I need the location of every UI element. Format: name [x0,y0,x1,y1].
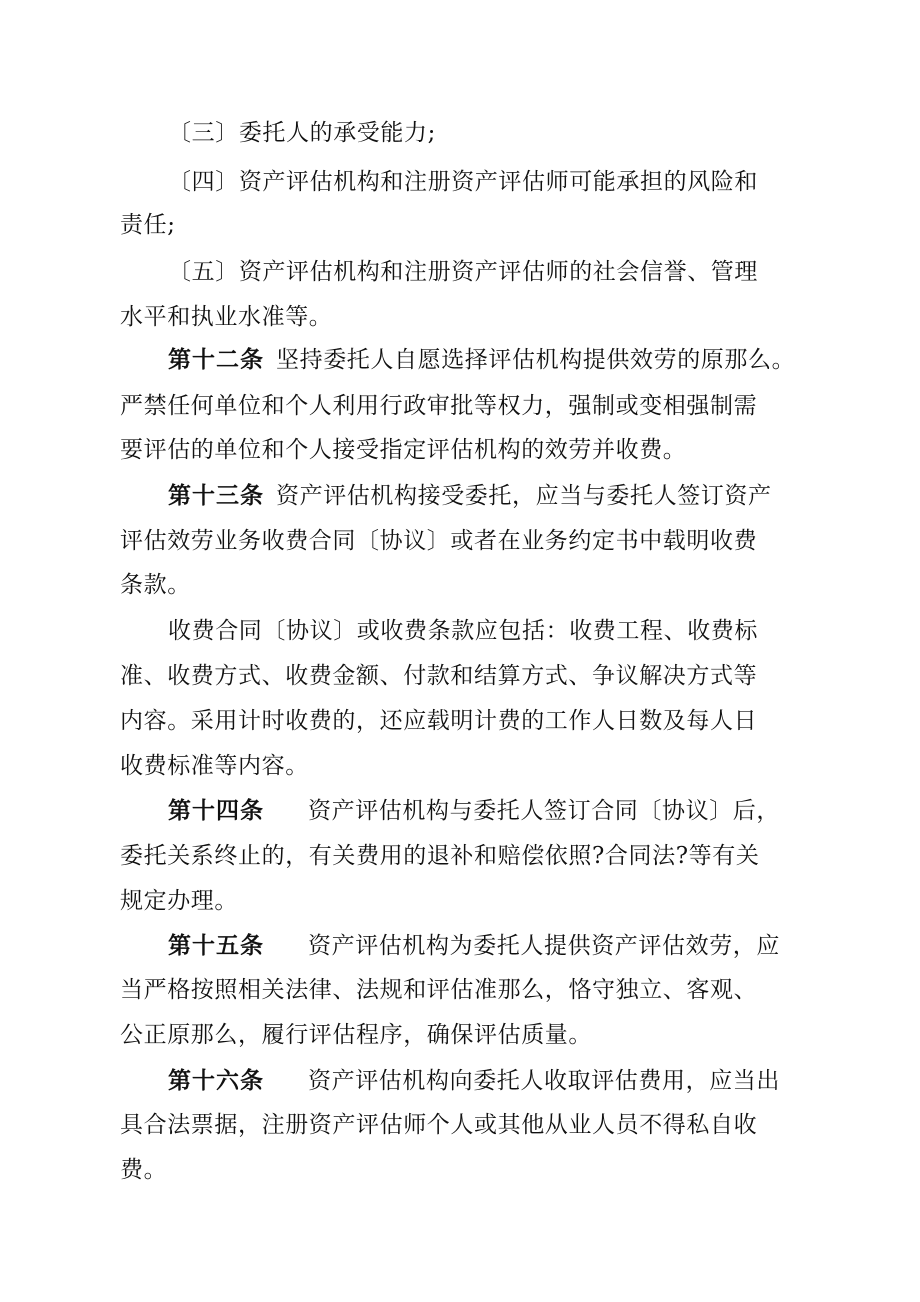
article-number: 第十三条 [168,482,264,509]
article-15-line-1 [168,931,780,961]
article-13-line-3: 条款。 [120,572,191,598]
fee-contract-line-4: 收费标准等内容。 [120,753,309,779]
article-12-line-3: 要评估的单位和个人接受指定评估机构的效劳并收费。 [120,437,687,463]
item-3-line-1 [168,118,436,148]
article-13-line-1 [168,481,772,511]
item-text: 委托人的承受能力; [238,120,436,146]
fee-contract-line-2: 准、收费方式、收费金额、付款和结算方式、争议解决方式等 [120,663,758,689]
fee-contract-line-3: 内容。采用计时收费的，还应载明计费的工作人日数及每人日 [120,708,758,734]
article-number: 第十六条 [168,1067,264,1094]
item-marker: 〔三〕 [168,120,239,146]
article-number: 第十四条 [168,797,264,824]
article-number: 第十五条 [168,932,264,959]
article-16-line-1 [168,1066,780,1096]
article-14-line-2: 委托关系终止的，有关费用的退补和赔偿依照?合同法?等有关 [120,843,760,869]
article-text: 坚持委托人自愿选择评估机构提供效劳的原那么。 [276,347,796,373]
article-13-line-2: 评估效劳业务收费合同〔协议〕或者在业务约定书中载明收费 [120,528,758,554]
article-text: 资产评估机构为委托人提供资产评估效劳，应 [308,933,780,959]
article-16-line-3: 费。 [120,1157,168,1183]
article-16-line-2: 具合法票据，注册资产评估师个人或其他从业人员不得私自收 [120,1112,758,1138]
article-number: 第十二条 [168,346,264,373]
item-5-line-2: 水平和执业水准等。 [120,304,333,330]
article-text: 资产评估机构接受委托，应当与委托人签订资产 [276,483,772,509]
article-text: 资产评估机构与委托人签订合同〔协议〕后， [308,798,780,824]
article-text: 资产评估机构向委托人收取评估费用，应当出 [308,1068,780,1094]
item-text: 资产评估机构和注册资产评估师的社会信誉、管理 [238,259,759,285]
article-15-line-2: 当严格按照相关法律、法规和评估准那么，恪守独立、客观、 [120,977,758,1003]
article-14-line-1 [168,796,780,826]
article-14-line-3: 规定办理。 [120,888,238,914]
item-5-line-1 [168,257,758,287]
item-4-line-2: 责任; [120,212,176,238]
fee-contract-line-1: 收费合同〔协议〕或收费条款应包括：收费工程、收费标 [168,618,758,644]
article-12-line-1 [168,345,795,375]
item-4-line-1 [168,167,758,197]
item-marker: 〔五〕 [168,259,239,285]
article-12-line-2: 严禁任何单位和个人利用行政审批等权力，强制或变相强制需 [120,393,758,419]
article-15-line-3: 公正原那么，履行评估程序，确保评估质量。 [120,1022,592,1048]
item-text: 资产评估机构和注册资产评估师可能承担的风险和 [238,169,759,195]
item-marker: 〔四〕 [168,169,239,195]
